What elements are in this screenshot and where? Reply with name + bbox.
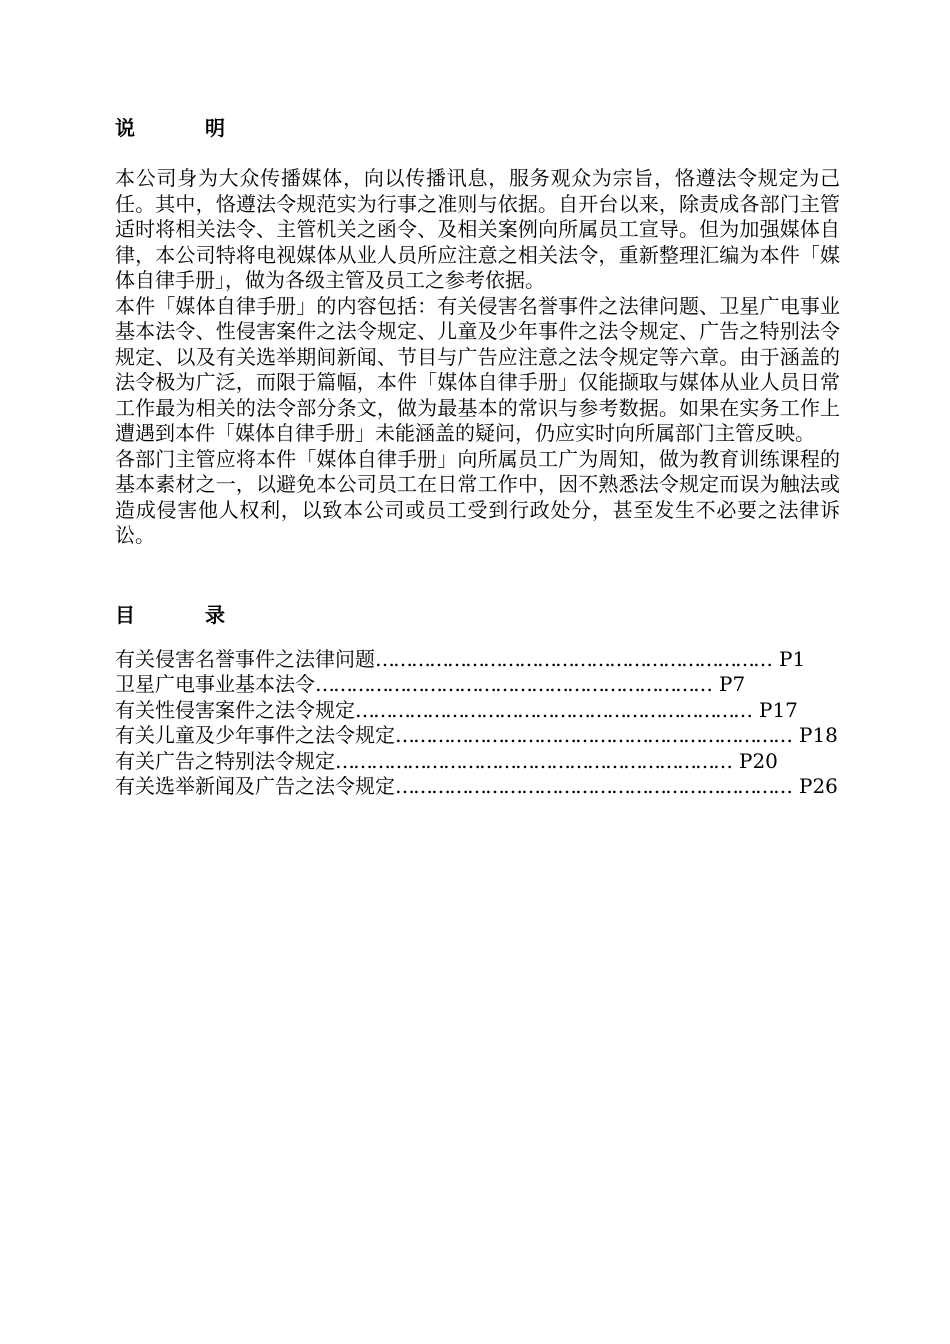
toc-entry[interactable] (115, 697, 798, 724)
intro-body (115, 166, 840, 549)
toc-entry-title: 卫星广电事业基本法令 (115, 672, 315, 696)
toc-entry-page: P26 (799, 774, 838, 798)
intro-heading-char-1: 说 (115, 116, 135, 140)
toc-entry-title: 有关广告之特别法令规定 (115, 748, 335, 773)
toc-entry-title: 有关侵害名誉事件之法律问题 (115, 646, 375, 671)
intro-heading (115, 112, 840, 144)
toc-entry-title: 有关选举新闻及广告之法令规定 (115, 774, 395, 798)
toc-entry-title: 有关性侵害案件之法令规定 (115, 697, 355, 722)
toc-heading-char-1: 目 (115, 602, 135, 627)
toc-entry[interactable] (115, 646, 806, 673)
toc-leader-dots: ………………………………………………………… (395, 774, 791, 798)
toc-heading (115, 599, 840, 631)
toc-entry-page: P18 (799, 723, 838, 747)
toc-leader-dots: ………………………………………………………… (375, 646, 771, 671)
toc-leader-dots: ………………………………………………………… (355, 697, 751, 722)
toc-entry[interactable] (115, 774, 838, 800)
intro-paragraph-1: 本公司身为大众传播媒体，向以传播讯息，服务观众为宗旨，恪遵法令规定为己任。其中，恪遵法令规范实为行事之准则与依据。自开台以来，除责成各部门主管适时将相关法令、主管机关之函令、及相关案例向所属员工宣导。但为加强媒体自律，本公司特将电视媒体从业人员所应注意之相关法令，重新整理汇编为本件「媒体自律手册」，做为各级主管及员工之参考依据。 (115, 166, 840, 292)
toc-entry-title: 有关儿童及少年事件之法令规定 (115, 723, 395, 747)
toc-leader-dots: ………………………………………………………… (335, 748, 731, 773)
toc-entry[interactable] (115, 748, 778, 775)
toc-entry-page: P17 (759, 697, 798, 722)
table-of-contents (115, 647, 840, 800)
toc-entry-page: P20 (739, 748, 778, 773)
toc-leader-dots: ………………………………………………………… (395, 723, 791, 747)
toc-leader-dots: ………………………………………………………… (315, 672, 711, 696)
toc-entry[interactable] (115, 672, 746, 698)
intro-paragraph-3: 各部门主管应将本件「媒体自律手册」向所属员工广为周知，做为教育训练课程的基本素材之一，以避免本公司员工在日常工作中，因不熟悉法令规定而误为触法或造成侵害他人权利，以致本公司或员工受到行政处分，甚至发生不必要之法律诉讼。 (115, 446, 840, 547)
intro-heading-char-2: 明 (205, 116, 225, 140)
intro-paragraph-2: 本件「媒体自律手册」的内容包括：有关侵害名誉事件之法律问题、卫星广电事业基本法令、性侵害案件之法令规定、儿童及少年事件之法令规定、广告之特别法令规定、以及有关选举期间新闻、节目与广告应注意之法令规定等六章。由于涵盖的法令极为广泛，而限于篇幅，本件「媒体自律手册」仅能撷取与媒体从业人员日常工作最为相关的法令部分条文，做为最基本的常识与参考数据。如果在实务工作上遭遇到本件「媒体自律手册」未能涵盖的疑问，仍应实时向所属部门主管反映。 (115, 293, 840, 445)
toc-heading-char-2: 录 (205, 602, 225, 627)
toc-entry[interactable] (115, 723, 838, 749)
page-content (115, 112, 840, 800)
toc-entry-page: P1 (779, 646, 806, 671)
toc-entry-page: P7 (719, 672, 746, 696)
